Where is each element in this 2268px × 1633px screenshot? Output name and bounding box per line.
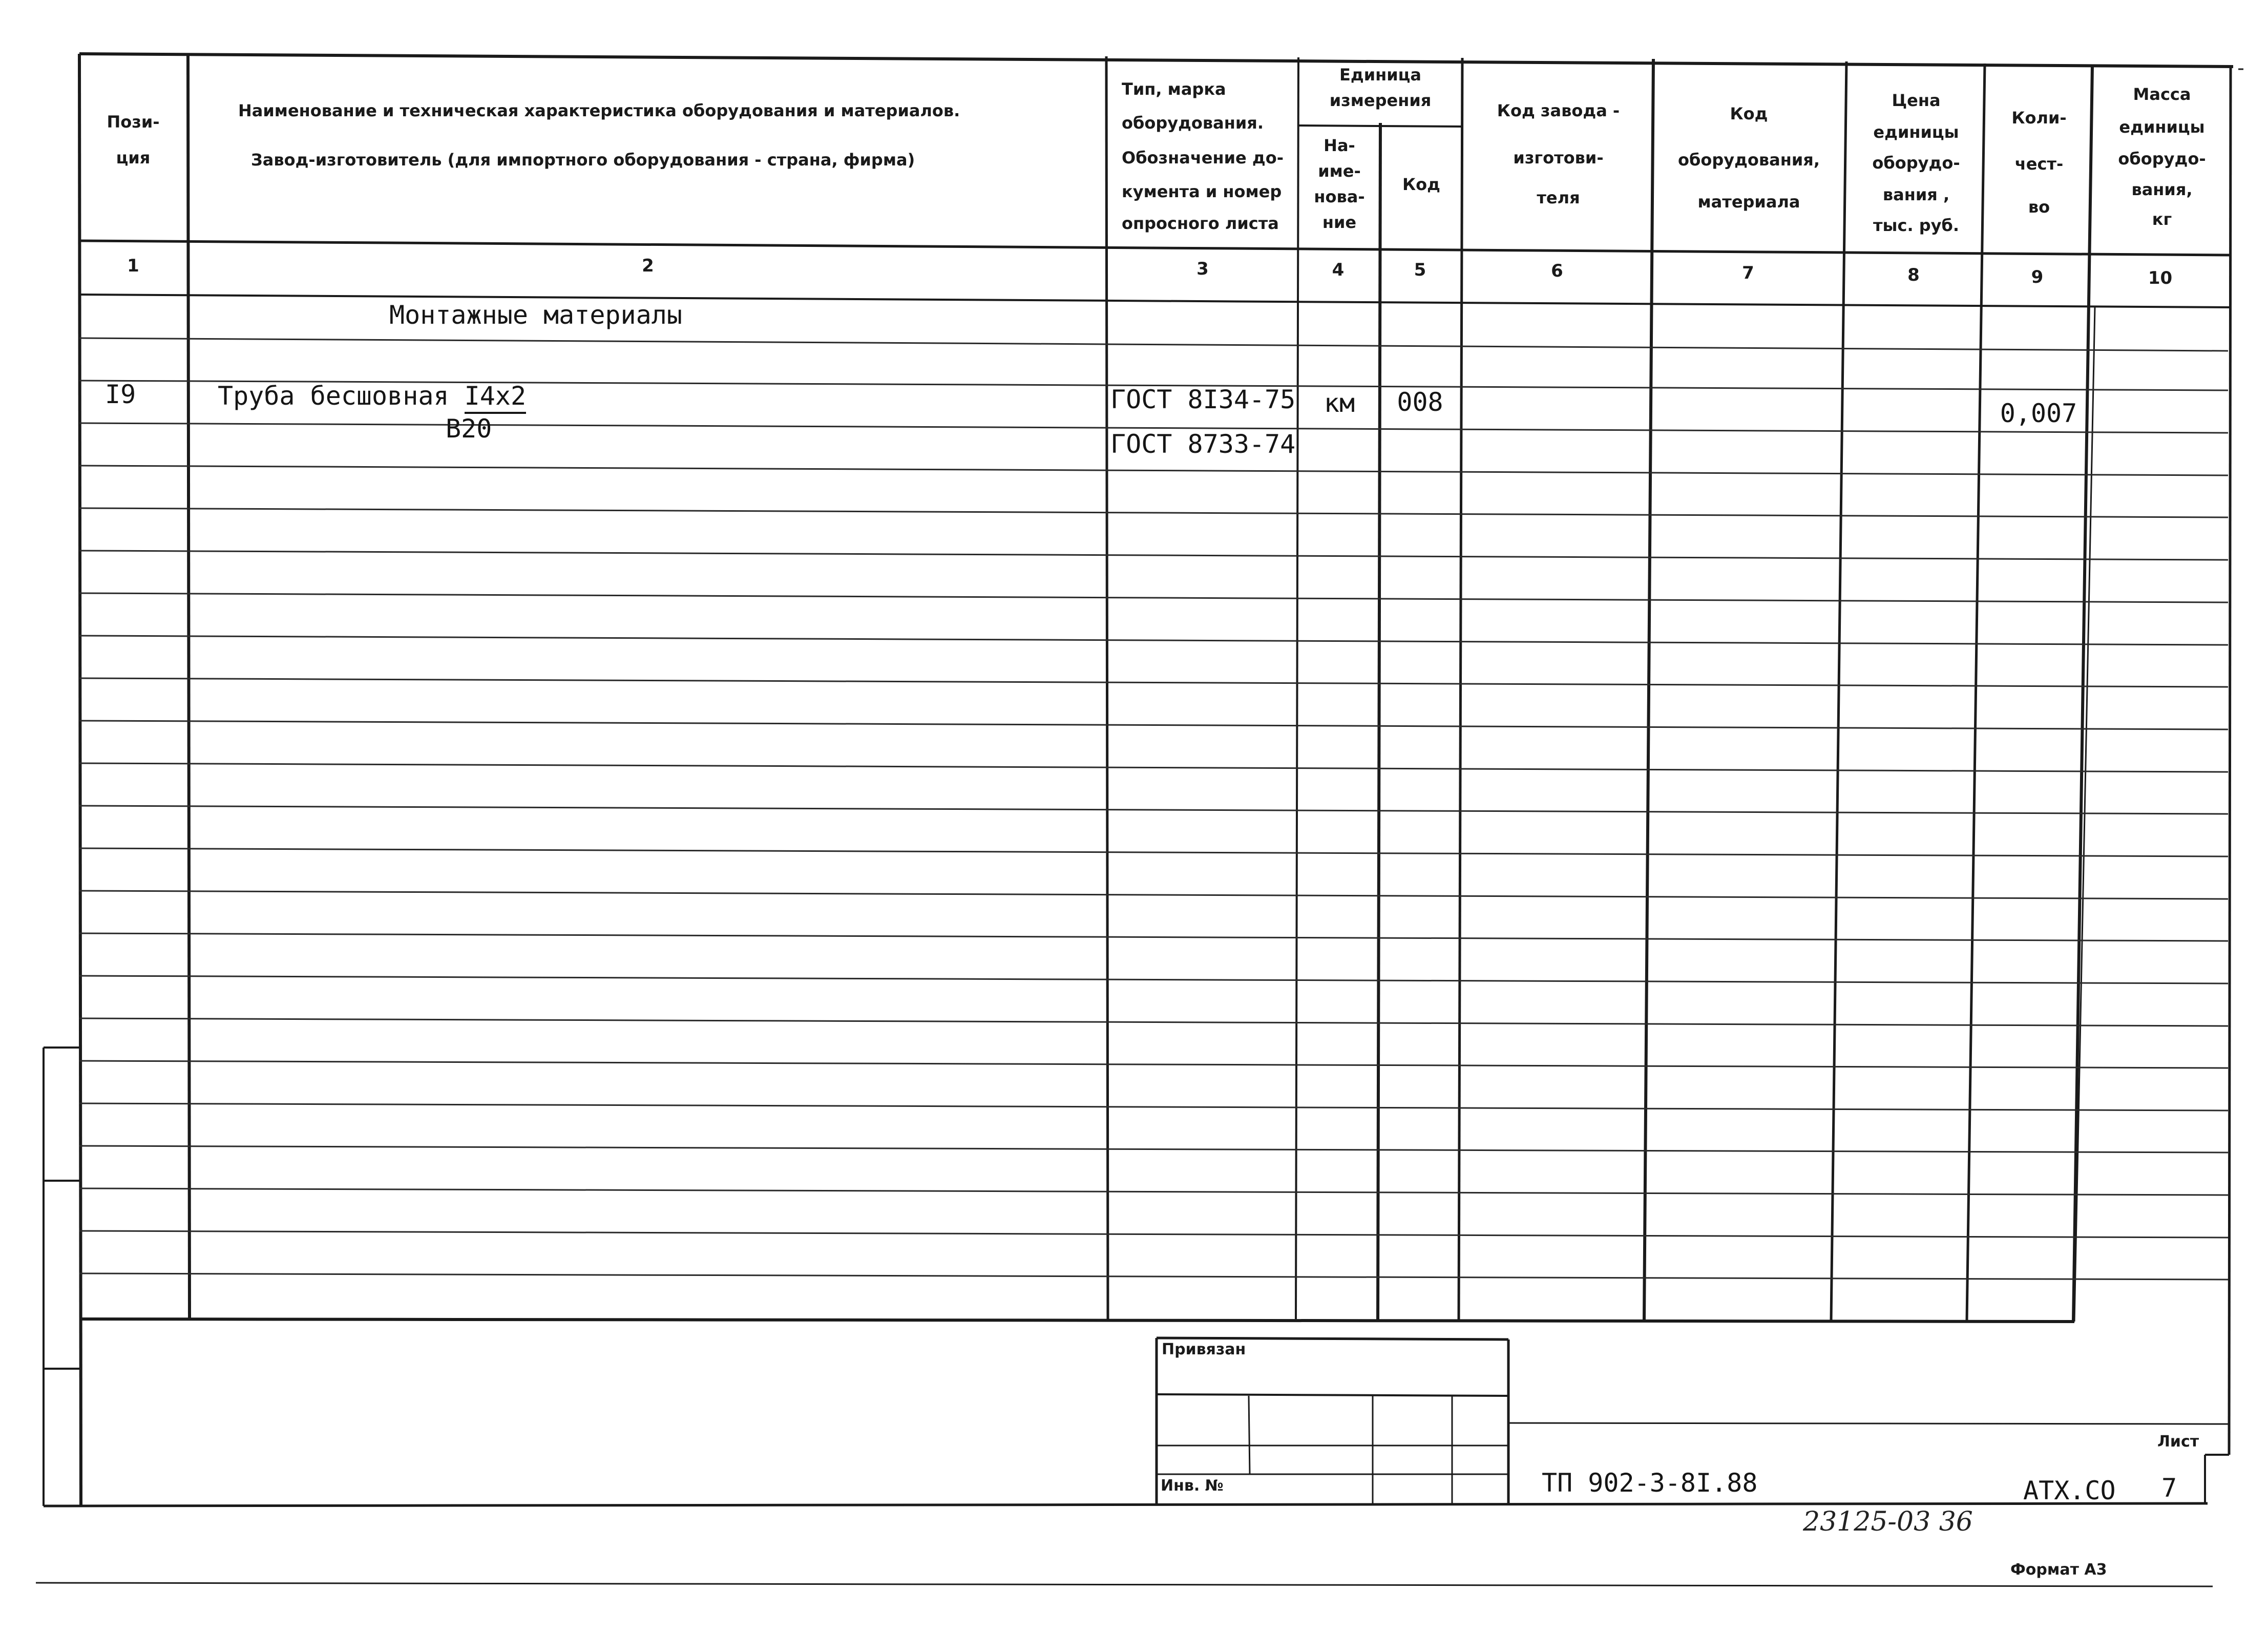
column-number-4: 4 <box>1332 260 1345 280</box>
row-item-size: I4x2 <box>465 381 526 414</box>
row-unit: км <box>1324 388 1355 418</box>
header-type-line5: опросного листа <box>1122 214 1279 233</box>
column-number-7: 7 <box>1742 263 1754 283</box>
header-name-line2: Завод-изготовитель (для импортного оборудования - страна, фирма) <box>251 150 915 170</box>
header-quantity-line1: Коли- <box>2011 108 2067 128</box>
column-number-5: 5 <box>1414 260 1426 280</box>
stamp-doc-number: ТП 902-3-8I.88 <box>1542 1468 1758 1498</box>
header-price-line4: вания , <box>1882 185 1950 204</box>
column-number-10: 10 <box>2148 268 2173 288</box>
section-title: Монтажные материалы <box>389 300 682 330</box>
header-unit-name-line3: нова- <box>1314 187 1365 206</box>
header-unit-code: Код <box>1402 175 1440 194</box>
column-number-6: 6 <box>1551 261 1563 281</box>
header-type-line1: Тип, марка <box>1122 79 1226 99</box>
header-mass-line2: единицы <box>2119 117 2205 137</box>
header-name-line1: Наименование и техническая характеристика оборудования и материалов. <box>238 101 960 120</box>
header-type-line3: Обозначение до- <box>1122 148 1284 168</box>
handwritten-note: 23125-03 36 <box>1803 1506 1973 1537</box>
header-unit-name-line2: име- <box>1318 161 1361 181</box>
header-equip-code-line3: материала <box>1697 192 1800 212</box>
header-price-line1: Цена <box>1892 91 1941 110</box>
header-unit-group-line1: Единица <box>1339 65 1421 85</box>
header-type-line4: кумента и номер <box>1122 182 1282 201</box>
stamp-inventory-label: Инв. № <box>1161 1477 1224 1495</box>
column-number-1: 1 <box>127 256 139 276</box>
header-quantity-line3: во <box>2028 197 2050 217</box>
row-unit-code: 008 <box>1397 387 1443 417</box>
column-number-9: 9 <box>2031 267 2044 287</box>
header-quantity-line2: чест- <box>2014 154 2064 174</box>
header-unit-name-line1: На- <box>1324 136 1355 155</box>
stamp-sheet-number: 7 <box>2161 1473 2177 1503</box>
format-label: Формат А3 <box>2010 1561 2107 1579</box>
header-unit-group-line2: измерения <box>1329 91 1432 110</box>
row-doc-1: ГОСТ 8I34-75 <box>1110 385 1296 414</box>
header-mass-line3: оборудо- <box>2118 149 2206 169</box>
header-maker-code-line2: изготови- <box>1513 148 1604 168</box>
header-mass-line1: Масса <box>2133 85 2191 104</box>
header-maker-code-line1: Код завода - <box>1497 101 1620 120</box>
header-price-line3: оборудо- <box>1872 153 1960 173</box>
header-position-line1: Пози- <box>107 112 160 132</box>
header-unit-name-line4: ние <box>1322 213 1357 232</box>
row-quantity: 0,007 <box>2000 399 2077 428</box>
header-price-line2: единицы <box>1873 122 1959 142</box>
header-mass-line5: кг <box>2152 210 2172 229</box>
column-number-8: 8 <box>1907 265 1920 285</box>
header-type-line2: оборудования. <box>1122 113 1264 133</box>
header-mass-line4: вания, <box>2131 180 2193 199</box>
header-equip-code-line1: Код <box>1730 104 1768 123</box>
row-position: I9 <box>105 380 136 409</box>
header-price-line5: тыс. руб. <box>1873 216 1959 235</box>
row-item-name <box>218 383 526 409</box>
header-maker-code-line3: теля <box>1537 188 1580 207</box>
header-position-line2: ция <box>116 148 151 168</box>
stamp-doc-code: АТХ.СО <box>2023 1476 2116 1505</box>
row-item-steel: B20 <box>446 414 492 444</box>
column-number-3: 3 <box>1196 259 1209 279</box>
row-item-name-text: Труба бесшовная <box>218 381 449 411</box>
row-doc-2: ГОСТ 8733-74 <box>1110 429 1296 459</box>
column-number-2: 2 <box>642 256 654 276</box>
header-equip-code-line2: оборудования, <box>1678 150 1820 170</box>
stamp-sheet-label: Лист <box>2157 1433 2199 1451</box>
stamp-bound-label: Привязан <box>1162 1341 1246 1358</box>
